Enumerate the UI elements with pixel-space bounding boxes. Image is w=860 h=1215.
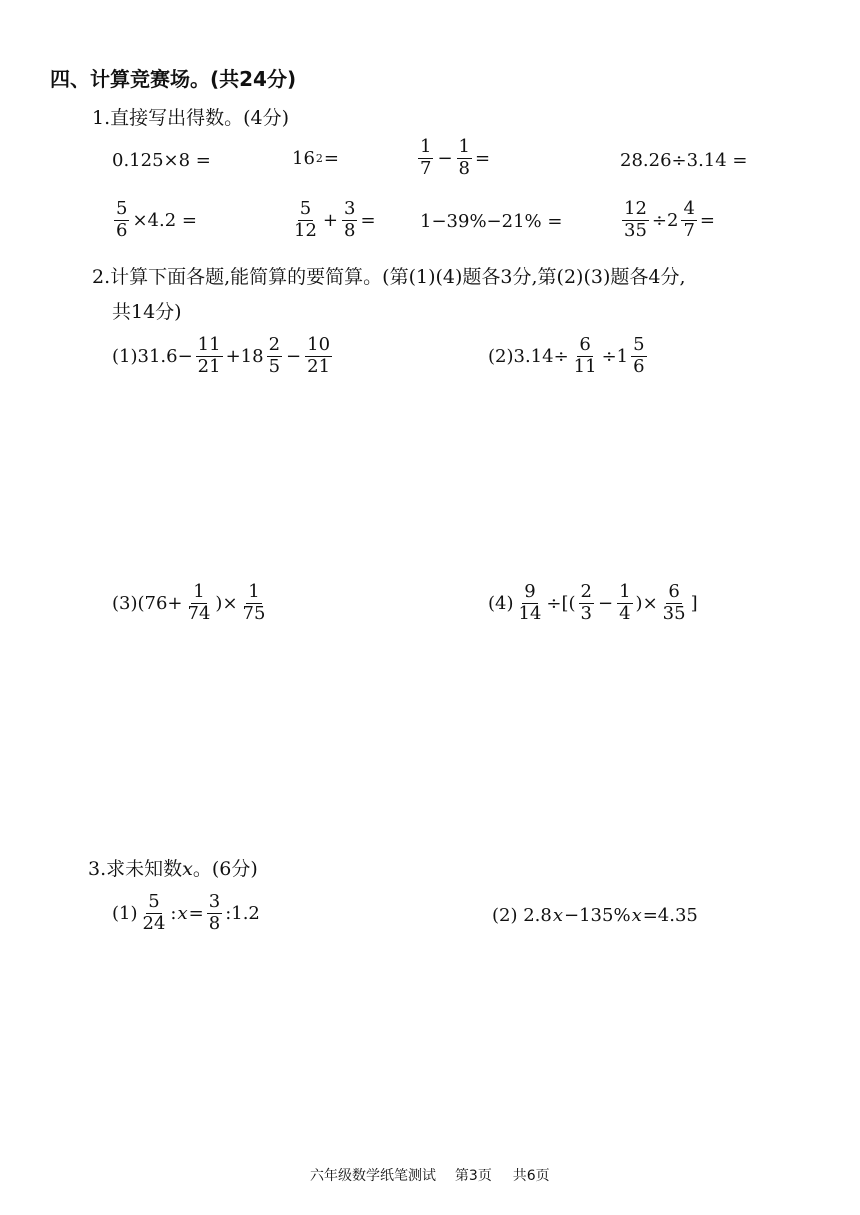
q1-r2-c: 1−39%−21% = (420, 211, 563, 232)
fraction: $\frac{12}{35}$ (624, 198, 647, 241)
q1-r1-d: 28.26÷3.14 = (620, 150, 748, 171)
q3-p2: (2) 2.8 x −135% x =4.35 (492, 905, 698, 926)
fraction: $\frac{1}{4}$ (619, 581, 631, 624)
fraction: $\frac{1}{8}$ (458, 136, 470, 179)
fraction: $\frac{3}{8}$ (344, 198, 356, 241)
q2-p3: (3)(76+ $\frac{1}{74}$ )× $\frac{1}{75}$ (112, 581, 266, 624)
footer-page: 第3页 (454, 1168, 492, 1184)
q2-p4: (4) $\frac{9}{14}$ ÷[( $\frac{2}{3}$ − $\frac{1}{4}$ )× $\frac{6}{35}$ ] (488, 581, 698, 624)
q2-title-line2: 共14分) (112, 301, 182, 323)
footer-total: 共6页 (512, 1168, 550, 1184)
fraction: $\frac{1}{75}$ (242, 581, 266, 624)
fraction: $\frac{1}{74}$ (187, 581, 211, 624)
fraction: $\frac{5}{6}$ (633, 334, 645, 377)
page-footer (310, 1165, 550, 1185)
q2-p2: (2)3.14÷ $\frac{6}{11}$ ÷1 $\frac{5}{6}$ (488, 334, 645, 377)
q1-r1-c: $\frac{1}{7}$ − $\frac{1}{8}$ = (420, 136, 491, 179)
section-title: 四、计算竞赛场。(共24分) (50, 67, 297, 91)
q2-p1: (1)31.6− $\frac{11}{21}$ +18 $\frac{2}{5}$ − $\frac{10}{21}$ (112, 334, 331, 377)
q1-r2-a: $\frac{5}{6}$ ×4.2 = (116, 198, 197, 241)
q1-r2-b: $\frac{5}{12}$ + $\frac{3}{8}$ = (294, 198, 376, 241)
q1-title: 1.直接写出得数。(4分) (92, 107, 290, 129)
q1-r1-b: 16 2 = (292, 148, 339, 169)
fraction: $\frac{1}{7}$ (420, 136, 432, 179)
fraction: $\frac{2}{3}$ (580, 581, 592, 624)
fraction: $\frac{6}{35}$ (662, 581, 686, 624)
q3-title: 3.求未知数x。(6分) (88, 858, 258, 880)
fraction: $\frac{6}{11}$ (573, 334, 597, 377)
q1-r1-a: 0.125×8 = (112, 150, 211, 171)
fraction: $\frac{4}{7}$ (683, 198, 695, 241)
fraction: $\frac{11}{21}$ (197, 334, 221, 377)
q2-title-line1: 2.计算下面各题,能简算的要简算。(第(1)(4)题各3分,第(2)(3)题各4分, (92, 266, 686, 288)
fraction: $\frac{2}{5}$ (268, 334, 281, 377)
q1-r2-d: $\frac{12}{35}$ ÷2 $\frac{4}{7}$ = (624, 198, 715, 241)
fraction: $\frac{5}{12}$ (294, 198, 317, 241)
fraction: $\frac{9}{14}$ (518, 581, 542, 624)
fraction: $\frac{5}{24}$ (142, 891, 166, 934)
fraction: $\frac{10}{21}$ (307, 334, 331, 377)
fraction: $\frac{5}{6}$ (116, 198, 128, 241)
footer-subject: 六年级数学纸笔测试 (310, 1168, 436, 1184)
fraction: $\frac{3}{8}$ (208, 891, 221, 934)
q3-p1: (1) $\frac{5}{24}$ : x = $\frac{3}{8}$ :1.2 (112, 891, 260, 934)
